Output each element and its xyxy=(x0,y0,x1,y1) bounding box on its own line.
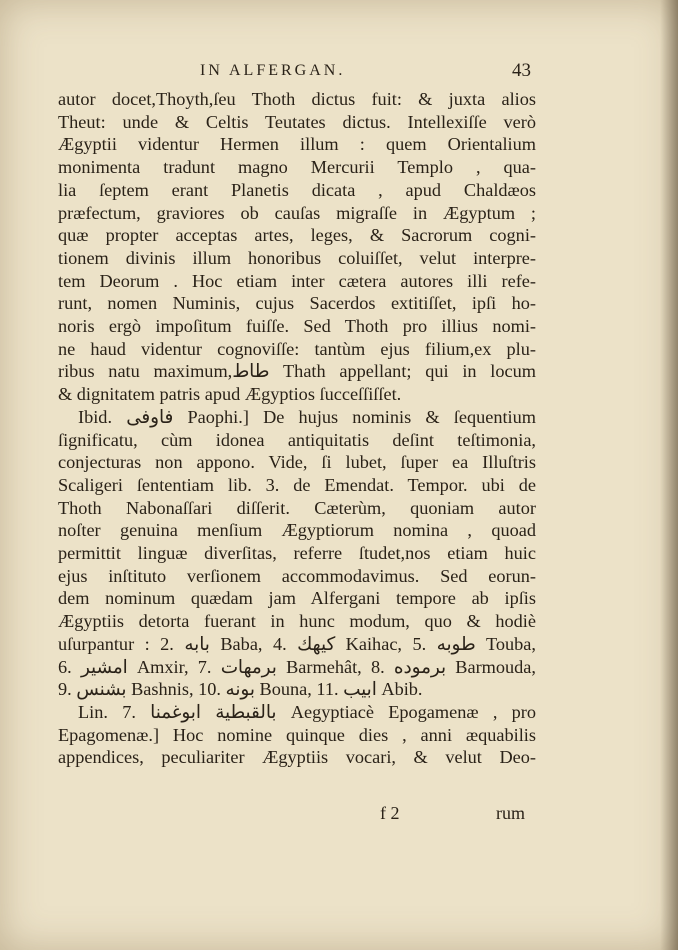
text-line: lia ſeptem erant Planetis dicata , apud Chaldæos xyxy=(58,179,536,200)
text-line: ribus natu maximum,طاط Thath appellant; qui in locum xyxy=(58,361,536,382)
text-line: Thoth Nabonaſſari diſſerit. Cæterùm, quoniam autor xyxy=(58,497,536,518)
text-line: tem Deorum . Hoc etiam inter cætera autores illi refe- xyxy=(58,270,536,291)
text-line: tionem divinis illum honoribus coluiſſet, velut interpre- xyxy=(58,247,536,268)
text-line: ne haud videntur cognoviſſe: tantùm ejus filium,ex plu- xyxy=(58,338,536,359)
text-line: 6. امشير Amxir, 7. برمهات Barmehât, 8. برموده Barmouda, xyxy=(58,656,536,677)
text-line: Ibid. فاوفى Paophi.] De hujus nominis & ſequentium xyxy=(78,406,536,427)
catchword: rum xyxy=(496,803,525,823)
signature-mark: f 2 xyxy=(380,803,400,823)
running-title: IN ALFERGAN. xyxy=(200,62,346,79)
text-line: Lin. 7. بالقبطية ابوغمنا Aegyptiacè Epogamenæ , pro xyxy=(78,701,536,722)
text-line: Scaligeri ſententiam lib. 3. de Emendat. Tempor. ubi de xyxy=(58,474,536,495)
text-line: uſurpantur : 2. بابه Baba, 4. كيهك Kaihac, 5. طوبه Touba, xyxy=(58,633,536,654)
page-number: 43 xyxy=(512,60,531,81)
text-line: præfectum, graviores ob cauſas migraſſe in Ægyptum ; xyxy=(58,202,536,223)
text-line: noris ergò impoſitum fuiſſe. Sed Thoth pro illius nomi- xyxy=(58,316,536,337)
text-line: runt, nomen Numinis, cujus Sacerdos extitiſſet, ipſi ho- xyxy=(58,293,536,314)
text-line: Epagomenæ.] Hoc nomine quinque dies , anni æquabilis xyxy=(58,724,536,745)
text-line: conjecturas non appono. Vide, ſi lubet, ſuper ea Illuſtris xyxy=(58,452,536,473)
page-edge-shadow xyxy=(660,0,678,950)
text-line: ejus inſtituto verſionem accommodavimus. Sed eorun- xyxy=(58,565,536,586)
text-line: appendices, peculiariter Ægyptiis vocari, & velut Deo- xyxy=(58,747,536,768)
text-line: Theut: unde & Celtis Teutates dictus. Intellexiſſe verò xyxy=(58,111,536,132)
text-line: dem nominum quædam jam Alfergani tempore ab ipſis xyxy=(58,588,536,609)
text-line: autor docet,Thoyth,ſeu Thoth dictus fuit: & juxta alios xyxy=(58,89,536,109)
text-line: quæ propter acceptas artes, leges, & Sacrorum cogni- xyxy=(58,225,536,246)
body-text xyxy=(58,88,536,769)
text-line: Ægyptiis detorta fuerant in hunc modum, quo & hodiè xyxy=(58,611,536,632)
text-line: permittit linguæ diverſitas, referre ſtudet,nos etiam huic xyxy=(58,543,536,564)
text-line: ſignificatu, cùm idonea antiquitatis deſint teſtimonia, xyxy=(58,429,536,450)
text-line: Ægyptii videntur Hermen illum : quem Orientalium xyxy=(58,134,536,155)
text-line: monimenta tradunt magno Mercurii Templo , qua- xyxy=(58,157,536,178)
text-line: & dignitatem patris apud Ægyptios ſucceſſiſſet. xyxy=(58,384,402,405)
text-line: 9. بشنس Bashnis, 10. بونه Bouna, 11. ابيب Abib. xyxy=(58,679,423,700)
text-line: noſter genuina menſium Ægyptiorum nomina , quoad xyxy=(58,520,536,541)
